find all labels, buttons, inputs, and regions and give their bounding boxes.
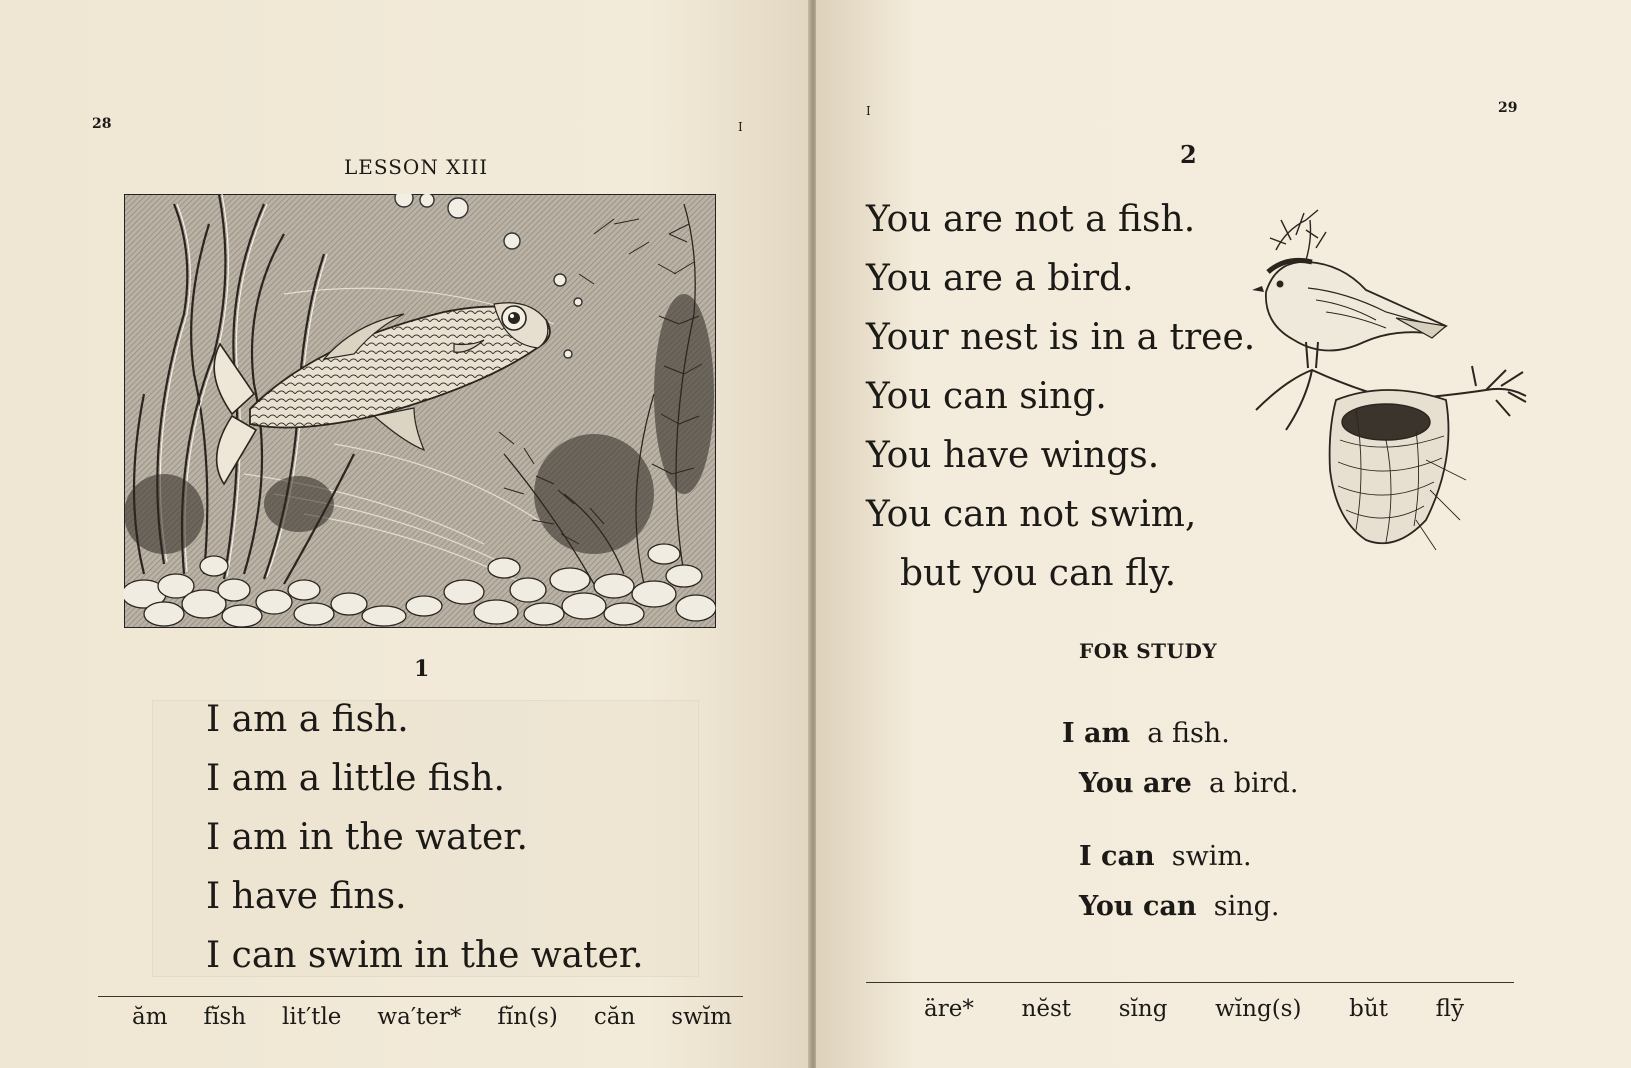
study-rest: a fish. [1147, 718, 1230, 749]
right-corner-mark: I [866, 104, 871, 118]
study-rest: a bird. [1209, 768, 1299, 799]
left-section-number: 1 [414, 656, 430, 682]
right-reading-text [866, 190, 1255, 603]
study-bold: You are [1079, 768, 1192, 799]
fish-illustration [124, 194, 716, 628]
reading-line: You are not a fish. [866, 199, 1196, 240]
right-section-number: 2 [1180, 140, 1197, 169]
left-page-number: 28 [92, 116, 112, 132]
phonics-word: sĭng [1118, 996, 1168, 1022]
reading-line: I have fins. [206, 876, 407, 917]
study-title: FOR STUDY [1079, 639, 1218, 663]
left-page [0, 0, 810, 1068]
reading-line: I am in the water. [206, 817, 528, 858]
phonics-word: căn [593, 1004, 636, 1030]
study-line [1079, 841, 1252, 872]
study-line [1062, 718, 1230, 749]
reading-line: You can sing. [866, 376, 1107, 417]
left-phonics-row [132, 1004, 732, 1030]
study-rest: sing. [1213, 891, 1280, 922]
study-bold: You can [1079, 891, 1197, 922]
reading-line: Your nest is in a tree. [866, 317, 1256, 358]
reading-line: I am a fish. [206, 699, 409, 740]
study-rest: swim. [1171, 841, 1252, 872]
reading-line: You can not swim, [866, 494, 1197, 535]
phonics-word: wĭng(s) [1215, 996, 1302, 1022]
phonics-word: fĭsh [203, 1004, 247, 1030]
right-page-number: 29 [1498, 100, 1518, 116]
reading-line: You have wings. [866, 435, 1160, 476]
study-line [1079, 768, 1298, 799]
phonics-word: swĭm [671, 1004, 732, 1030]
phonics-word: fĭn(s) [497, 1004, 558, 1030]
study-line [1079, 891, 1279, 922]
study-bold: I can [1079, 841, 1155, 872]
study-bold: I am [1062, 718, 1131, 749]
phonics-word: nĕst [1021, 996, 1072, 1022]
reading-line: I am a little fish. [206, 758, 505, 799]
reading-line: I can swim in the water. [206, 935, 644, 976]
lesson-title: LESSON XIII [344, 155, 489, 179]
left-reading-text [206, 690, 644, 985]
reading-line: You are a bird. [866, 258, 1134, 299]
reading-line: but you can fly. [900, 553, 1177, 594]
phonics-word: ăm [132, 1004, 168, 1030]
phonics-word: wa′ter* [377, 1004, 462, 1030]
left-phonics-rule [98, 996, 743, 997]
bird-nest-illustration [1246, 200, 1536, 580]
phonics-word: flȳ [1435, 996, 1464, 1022]
right-page [816, 0, 1631, 1068]
right-phonics-rule [866, 982, 1514, 983]
right-phonics-row [924, 996, 1464, 1022]
phonics-word: bŭt [1349, 996, 1388, 1022]
phonics-word: lit′tle [282, 1004, 342, 1030]
left-corner-mark: I [738, 120, 743, 134]
phonics-word: äre* [924, 996, 974, 1022]
